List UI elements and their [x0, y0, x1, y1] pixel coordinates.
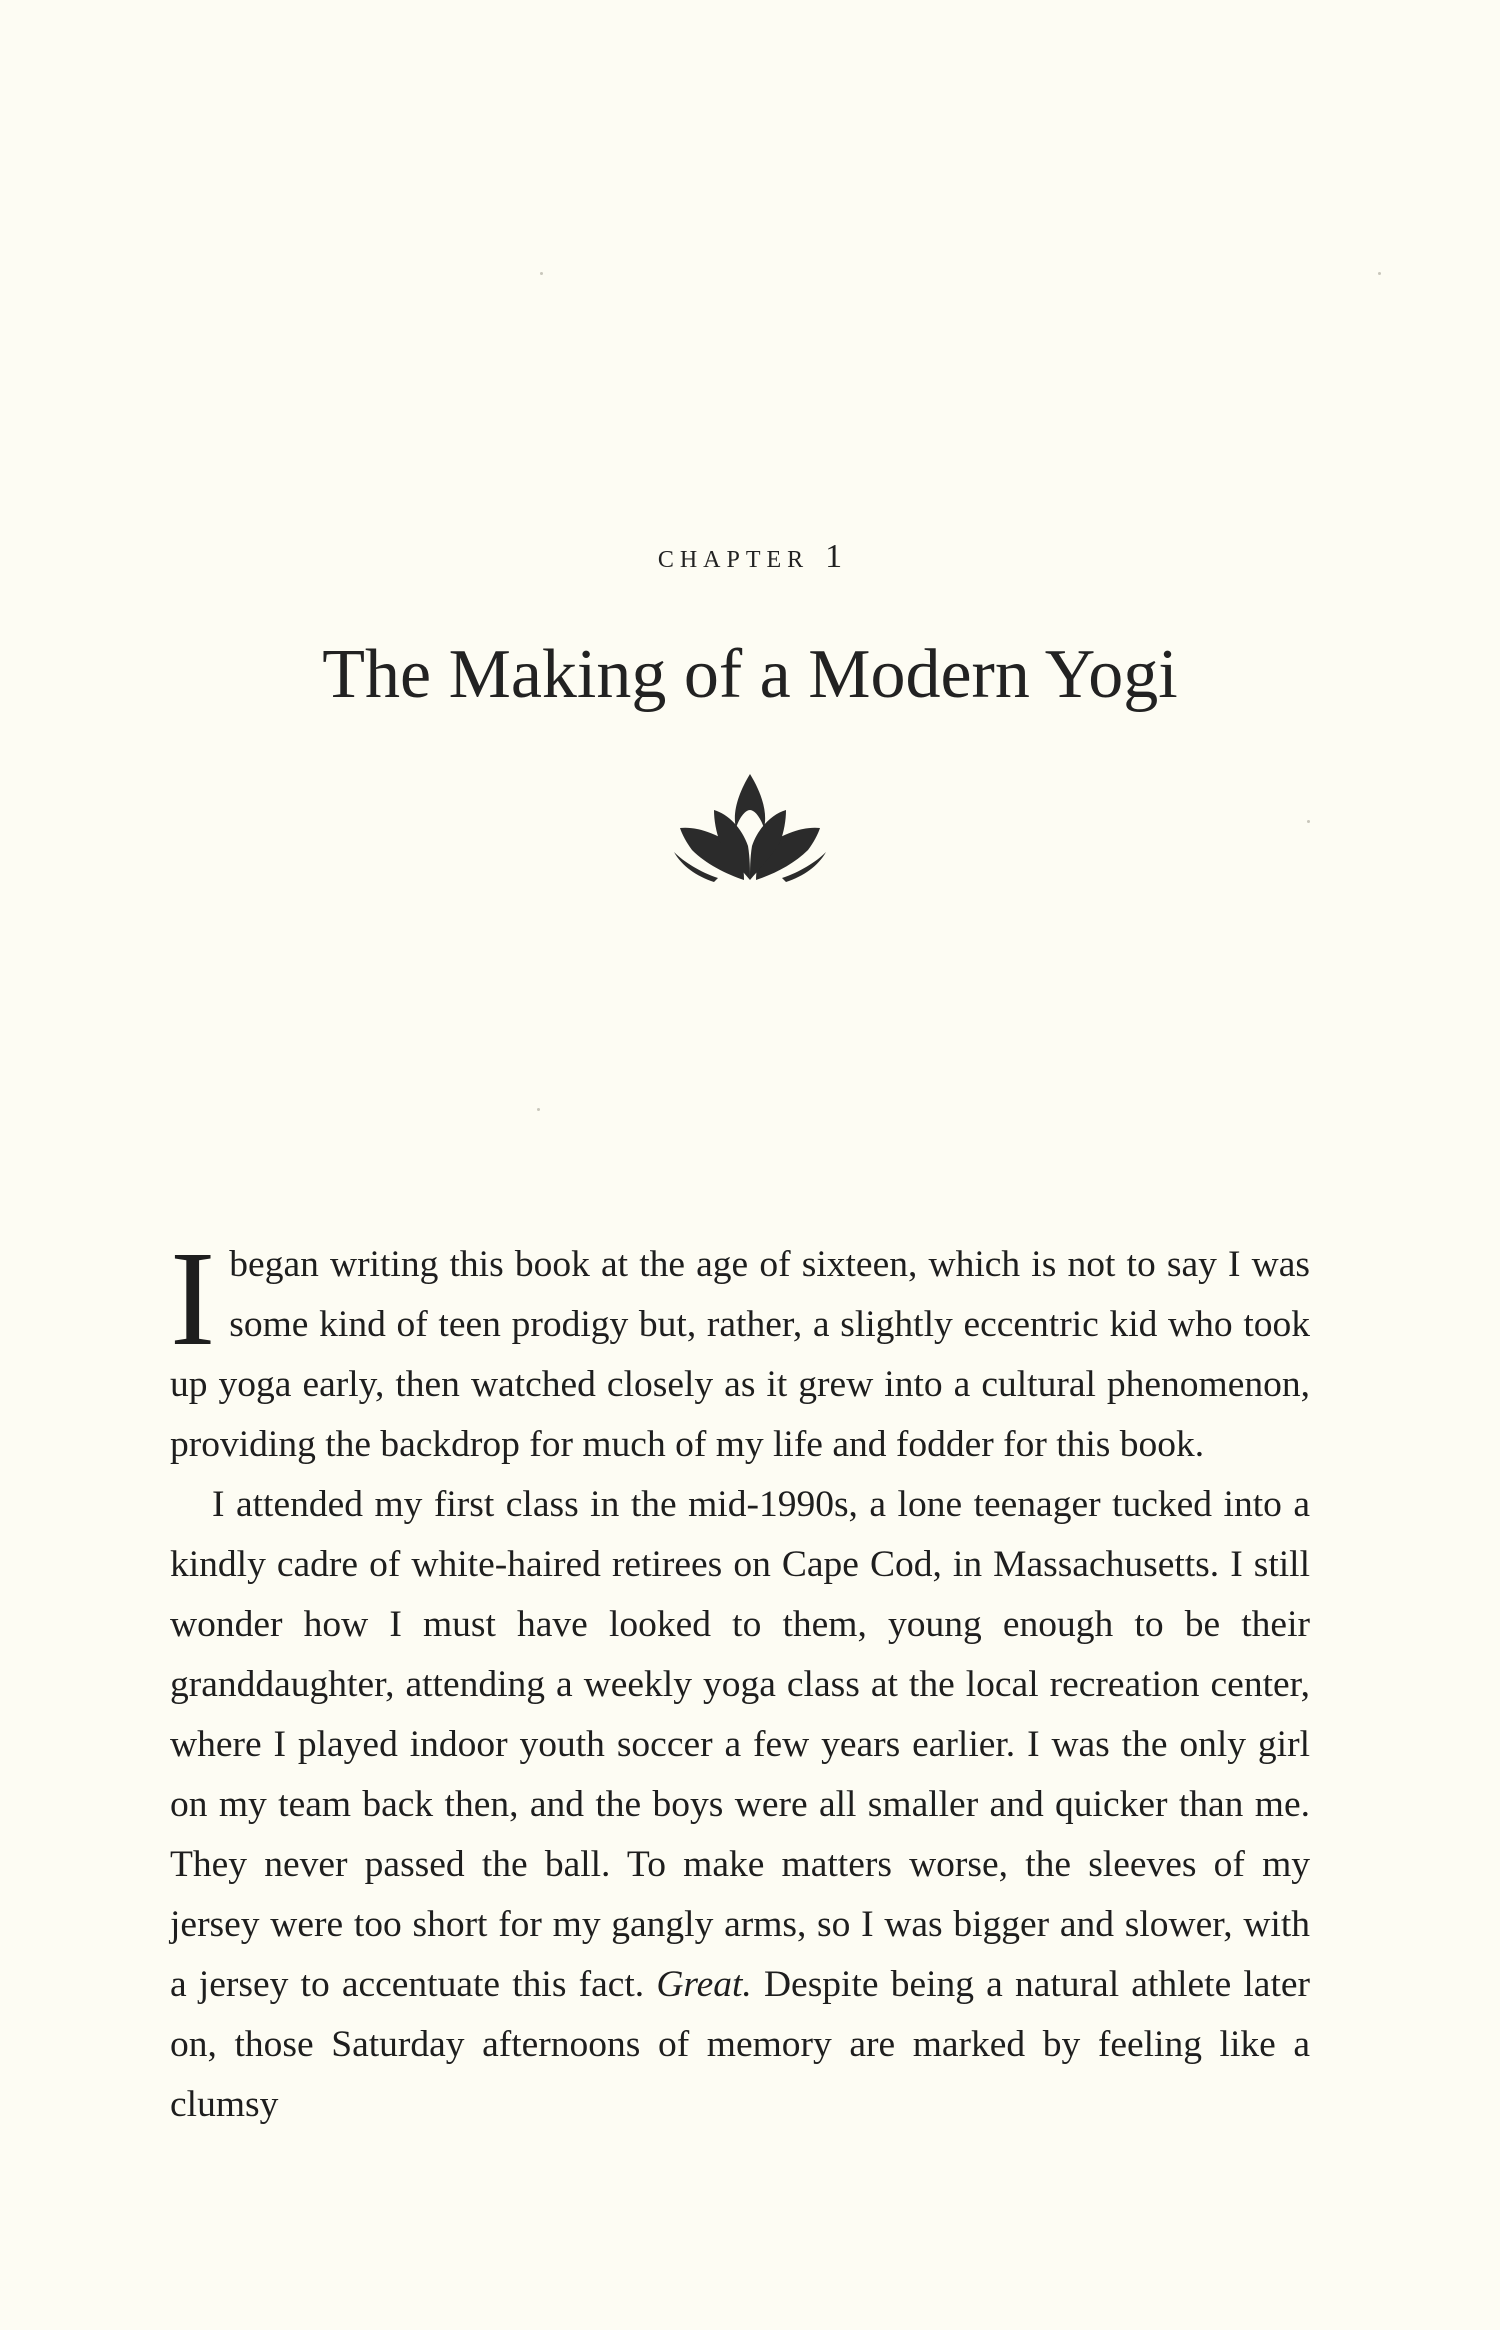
paragraph-1 — [170, 1224, 1310, 1475]
chapter-body — [170, 1224, 1310, 2135]
paragraph-2-text-b: Despite being a natural athlete later on, those Saturday afternoons of memory are marked by feeling like a clumsy — [170, 1964, 1310, 2125]
paragraph-1-text: began writing this book at the age of sixteen, which is not to say I was some kind of teen prodigy but, rather, a slightly eccentric kid who took up yoga early, then watched closely as it grew into a cultural phenomenon, providing the backdrop for much of my life and fodder for this book. — [170, 1244, 1310, 1465]
chapter-number: 1 — [825, 538, 843, 575]
paragraph-2-text-a: I attended my first class in the mid-1990s, a lone teenager tucked into a kindly cadre of white-haired retirees on Cape Cod, in Massachusetts. I still wonder how I must have looked to them, young enough to be their granddaughter, attending a weekly yoga class at the local recreation center, where I played indoor youth soccer a few years earlier. I was the only girl on my team back then, and the boys were all smaller and quicker than me. They never passed the ball. To make matters worse, the sleeves of my jersey were too short for my gangly arms, so I was bigger and slower, with a jersey to accentuate this fact. — [170, 1484, 1310, 2005]
lotus-icon — [670, 770, 830, 886]
paper-speck — [1378, 272, 1381, 275]
paragraph-2 — [170, 1475, 1310, 2135]
chapter-title: The Making of a Modern Yogi — [322, 636, 1178, 713]
paper-speck — [540, 272, 543, 275]
chapter-label — [0, 538, 1500, 576]
paper-speck — [537, 1108, 540, 1111]
paragraph-2-italic: Great. — [656, 1964, 752, 2005]
drop-cap: I — [170, 1224, 216, 1374]
paper-speck — [1307, 820, 1310, 823]
chapter-word: CHAPTER — [657, 547, 810, 573]
